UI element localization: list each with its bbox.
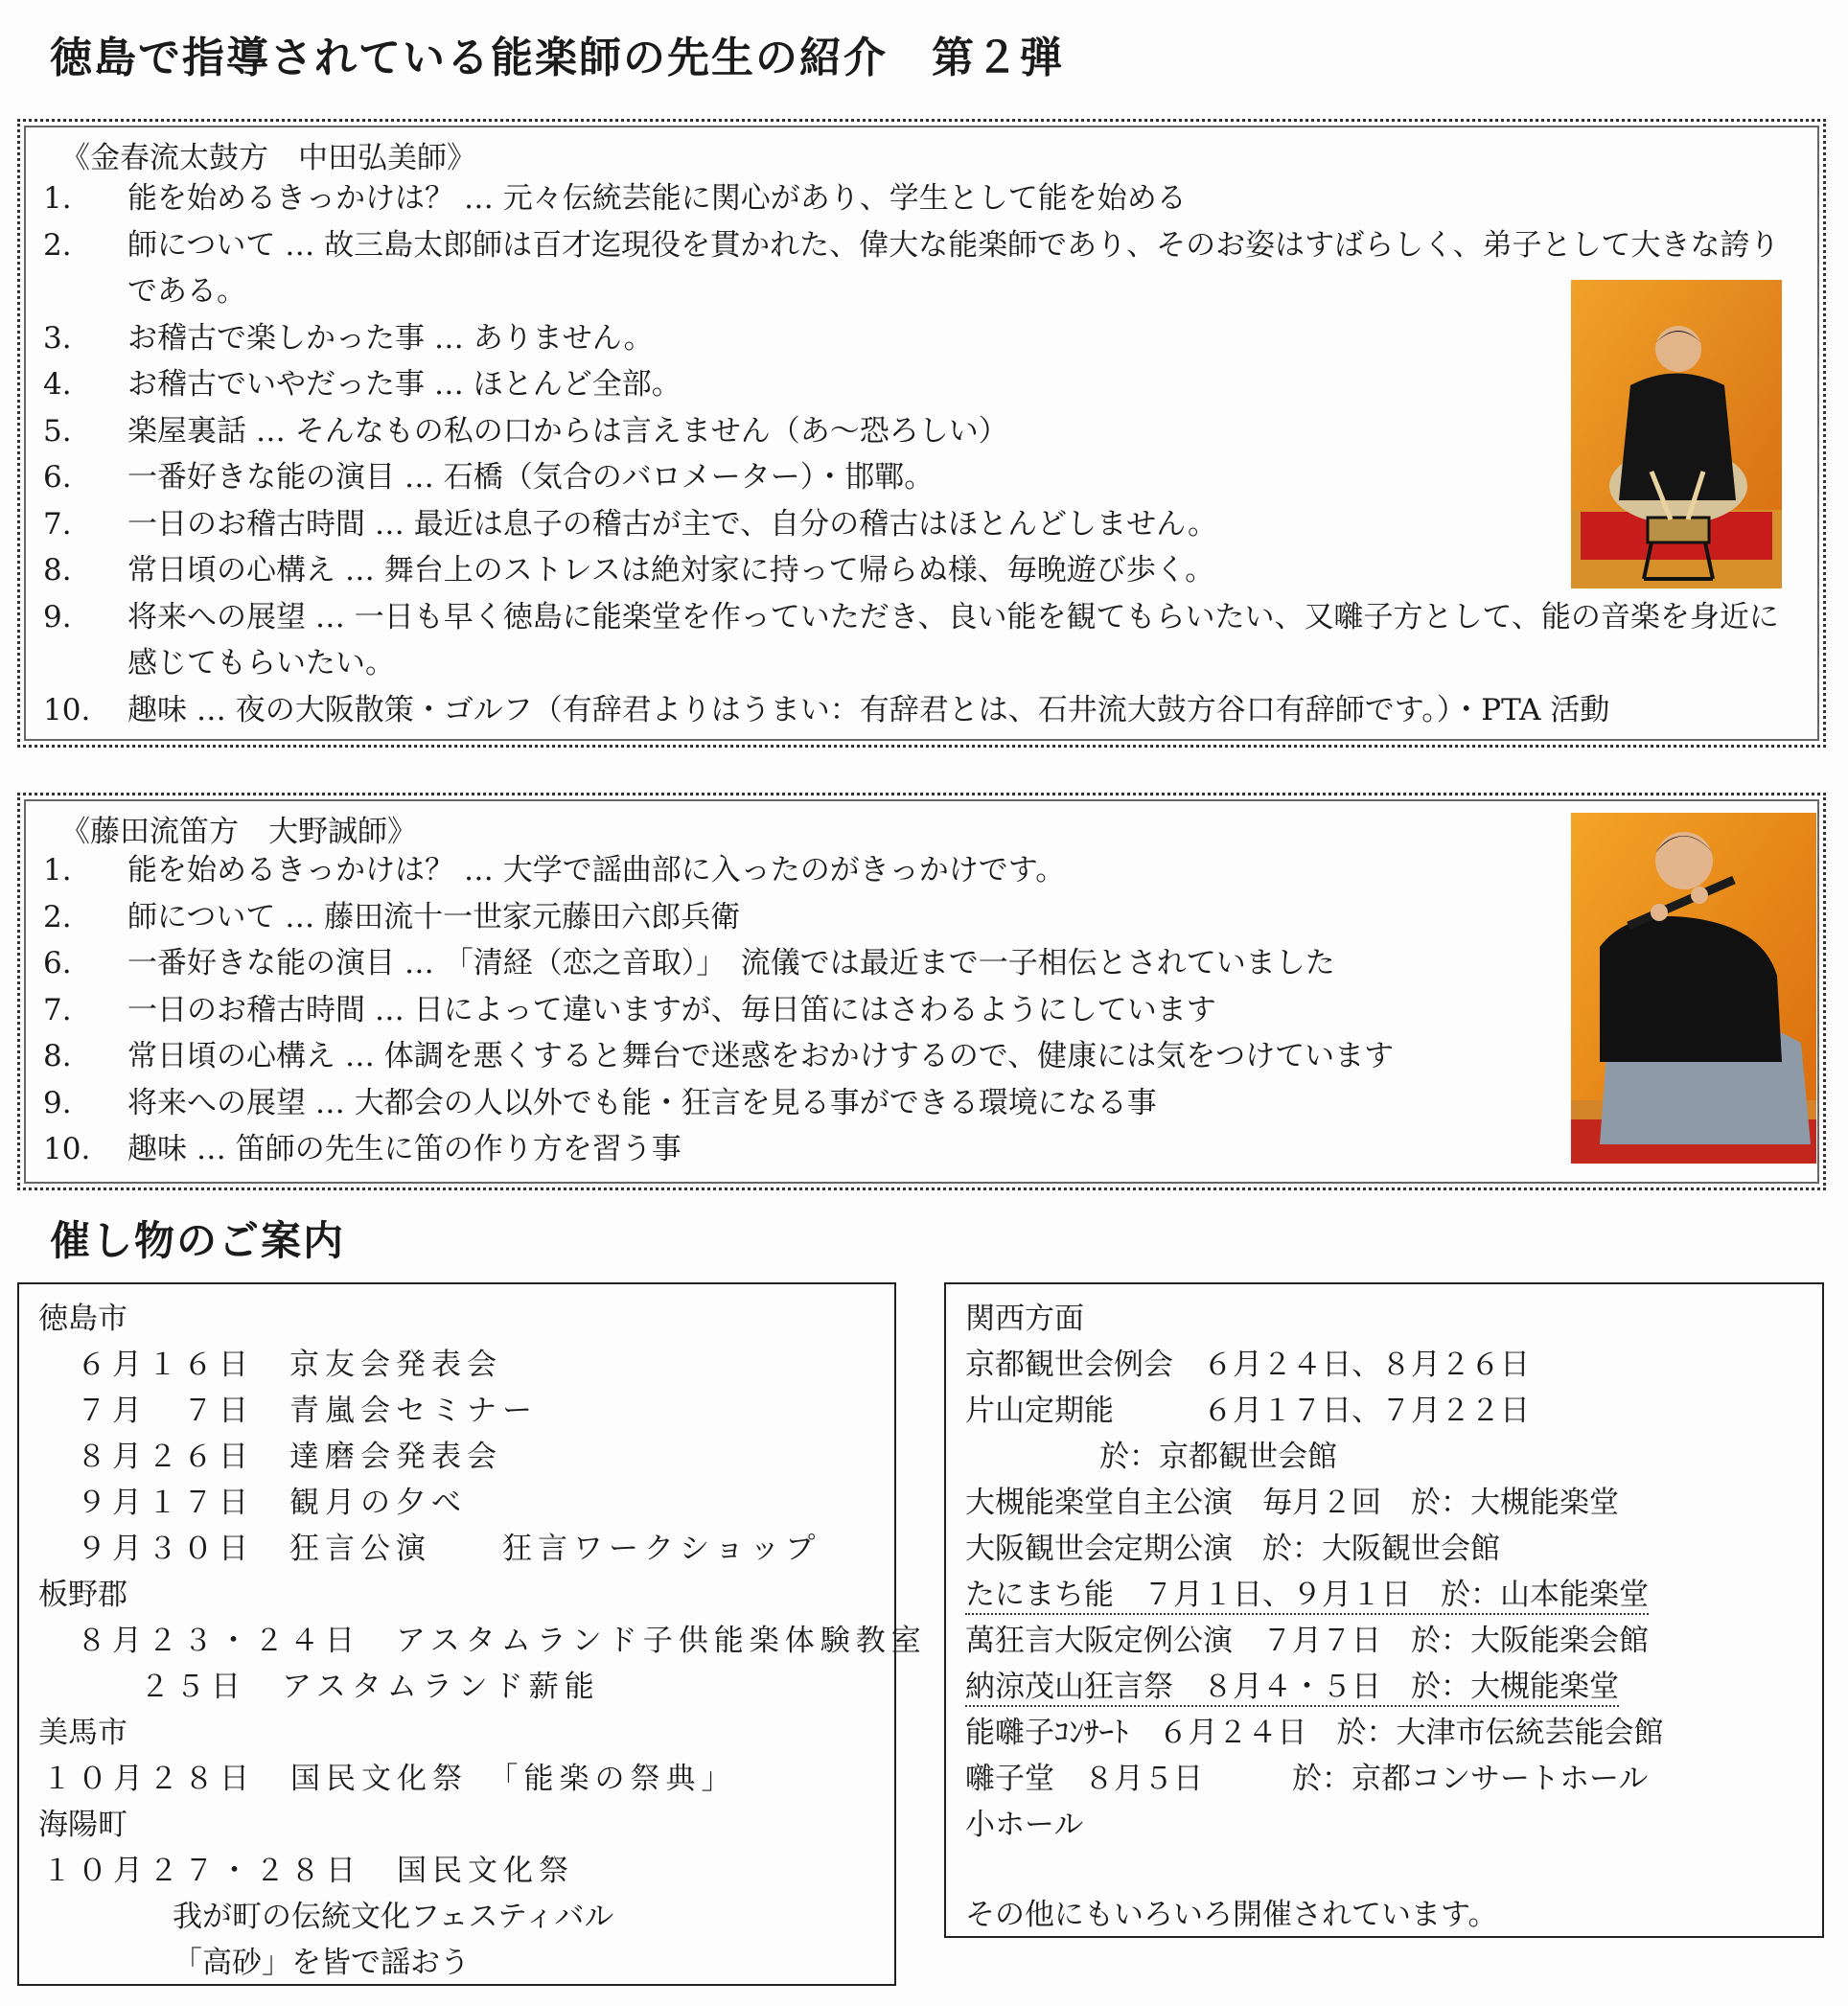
drummer-photo xyxy=(1571,280,1782,588)
closing-note: その他にもいろいろ開催されています。 xyxy=(965,1898,1498,1932)
event-item: 囃子堂 ８月５日 於：京都コンサートホール xyxy=(965,1762,1649,1796)
event-item: 能囃子ｺﾝｻｰﾄ ６月２４日 於：大津市伝統芸能会館 xyxy=(965,1716,1664,1750)
event-item: ２５日 アスタムランド薪能 xyxy=(140,1670,600,1704)
region-label: 徳島市 xyxy=(38,1302,127,1336)
event-item: 納涼茂山狂言祭 ８月４・５日 於：大槻能楽堂 xyxy=(965,1662,1619,1707)
list-item: 9. 将来への展望 … 一日も早く徳島に能楽堂を作っていただき、良い能を観てもらいたい、又囃子方として、能の音楽を身近に感じてもらいたい。 xyxy=(43,599,1779,680)
event-item: ８月２３・２４日 アスタムランド子供能楽体験教室 xyxy=(77,1624,927,1658)
list-item: 9. 将来への展望 … 大都会の人以外でも能・狂言を見る事ができる環境になる事 xyxy=(43,1085,1157,1120)
list-item: 8. 常日頃の心構え … 舞台上のストレスは絶対家に持って帰らぬ様、毎晩遊び歩く。 xyxy=(43,553,1215,588)
event-item: ８月２６日 達磨会発表会 xyxy=(77,1440,502,1474)
list-item: 2. 師について … 故三島太郎師は百才迄現役を貫かれた、偉大な能楽師であり、そのお姿はすばらしく、弟子として大きな誇りである。 xyxy=(43,227,1780,309)
region-label: 海陽町 xyxy=(38,1808,127,1842)
list-item: 3. お稽古で楽しかった事 … ありません。 xyxy=(43,320,654,356)
list-item: 1. 能を始めるきっかけは？ … 大学で謡曲部に入ったのがきっかけです。 xyxy=(43,853,1066,888)
event-item: 大阪観世会定期公演 於：大阪観世会館 xyxy=(965,1532,1500,1566)
event-item: １０月２７・２８日 国民文化祭 xyxy=(42,1854,574,1888)
event-item: 大槻能楽堂自主公演 毎月２回 於：大槻能楽堂 xyxy=(965,1486,1619,1520)
qa-list xyxy=(43,847,1807,1173)
page-title: 徳島で指導されている能楽師の先生の紹介 第２弾 xyxy=(50,34,1064,82)
events-tokushima xyxy=(17,1282,927,1986)
list-item: 4. お稽古でいやだった事 … ほとんど全部。 xyxy=(43,367,681,402)
event-item: ９月３０日 狂言公演 狂言ワークショップ xyxy=(77,1532,821,1566)
teacher-profile-nakata xyxy=(17,119,1826,748)
event-item: 小ホール xyxy=(965,1808,1084,1842)
list-item: 10. 趣味 … 笛師の先生に笛の作り方を習う事 xyxy=(43,1132,681,1166)
region-label: 美馬市 xyxy=(38,1716,127,1750)
teacher-heading: 《藤田流笛方 大野誠師》 xyxy=(60,815,417,849)
list-item: 5. 楽屋裏話 … そんなもの私の口からは言えません（あ～恐ろしい） xyxy=(43,413,1008,449)
list-item: 2. 師について … 藤田流十一世家元藤田六郎兵衛 xyxy=(43,899,741,934)
list-item: 7. 一日のお稽古時間 … 最近は息子の稽古が主で、自分の稽古はほとんどしません。 xyxy=(43,506,1217,542)
events-kansai xyxy=(944,1282,1824,1938)
flutist-photo xyxy=(1571,813,1816,1164)
teacher-heading: 《金春流太鼓方 中田弘美師》 xyxy=(60,141,476,175)
list-item: 6. 一番好きな能の演目 … 石橋（気合のバロメーター）・邯鄲。 xyxy=(43,460,935,495)
event-item: 於：京都観世会館 xyxy=(1099,1440,1337,1474)
event-item: 片山定期能 ６月１７日、７月２２日 xyxy=(965,1394,1530,1428)
teacher-profile-ono xyxy=(17,793,1826,1190)
events-heading: 催し物のご案内 xyxy=(50,1217,346,1264)
list-item: 10. 趣味 … 夜の大阪散策・ゴルフ（有辞君よりはうまい：有辞君とは、石井流大鼓方谷口有辞師です。）・PTA 活動 xyxy=(43,692,1610,727)
event-item: 「高砂」を皆で謡おう xyxy=(173,1946,470,1980)
event-item: 我が町の伝統文化フェスティバル xyxy=(173,1900,614,1934)
region-label: 板野郡 xyxy=(38,1578,127,1612)
list-item: 7. 一日のお稽古時間 … 日によって違いますが、毎日笛にはさわるようにしています xyxy=(43,992,1216,1027)
event-item: たにまち能 ７月１日、９月１日 於：山本能楽堂 xyxy=(965,1570,1649,1615)
list-item: 6. 一番好きな能の演目 … 「清経（恋之音取）」 流儀では最近まで一子相伝とされていました xyxy=(43,946,1335,980)
event-item: 京都観世会例会 ６月２４日、８月２６日 xyxy=(965,1348,1530,1382)
list-item: 1. 能を始めるきっかけは？ … 元々伝統芸能に関心があり、学生として能を始める xyxy=(43,181,1187,216)
event-item: ７月 ７日 青嵐会セミナー xyxy=(77,1394,538,1428)
list-item: 8. 常日頃の心構え … 体調を悪くすると舞台で迷惑をおかけするので、健康には気をつけています xyxy=(43,1039,1395,1073)
event-item: ９月１７日 観月の夕べ xyxy=(77,1486,467,1520)
event-item: ６月１６日 京友会発表会 xyxy=(77,1348,502,1382)
event-item: 萬狂言大阪定例公演 ７月７日 於：大阪能楽会館 xyxy=(965,1624,1649,1658)
qa-list xyxy=(43,175,1807,733)
region-label: 関西方面 xyxy=(965,1302,1084,1336)
event-item: １０月２８日 国民文化祭 「能楽の祭典」 xyxy=(42,1762,737,1796)
